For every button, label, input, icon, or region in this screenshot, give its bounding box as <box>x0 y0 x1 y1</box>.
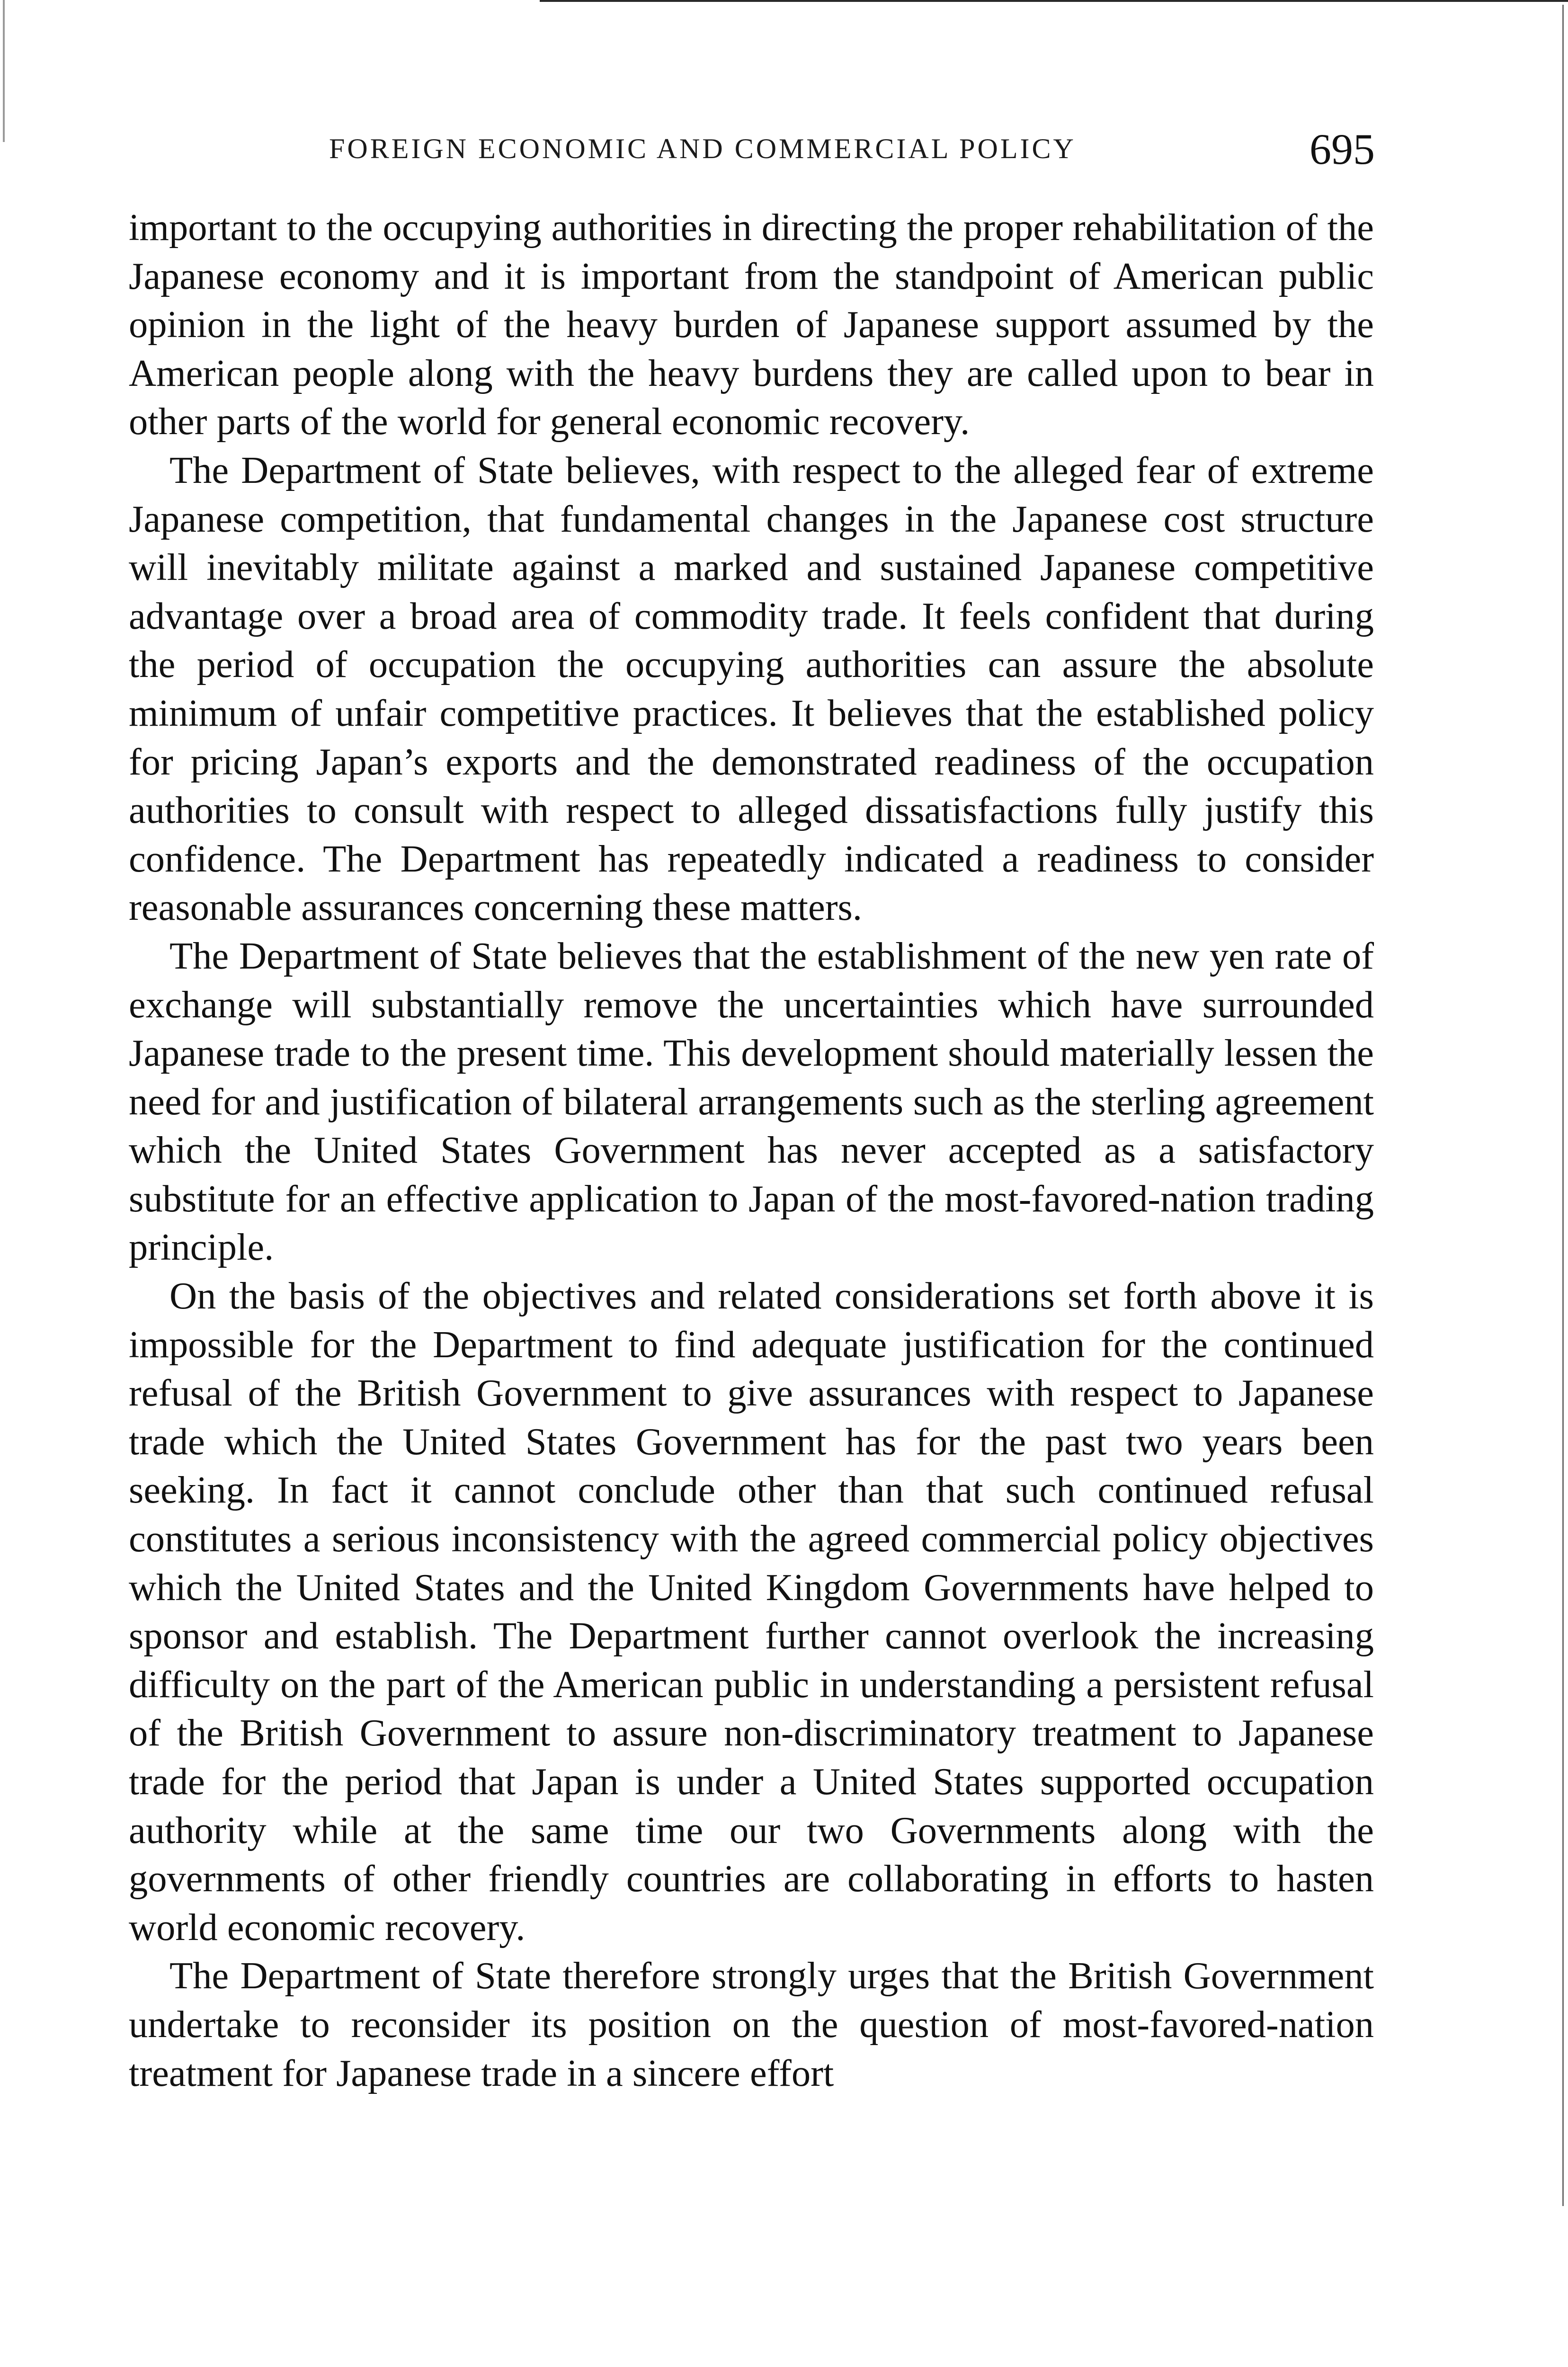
page-number: 695 <box>1310 125 1375 173</box>
body-text <box>129 204 1374 2098</box>
right-edge-rule <box>1562 5 1564 2206</box>
running-title: FOREIGN ECONOMIC AND COMMERCIAL POLICY <box>329 133 1076 164</box>
paragraph-yen-rate: The Department of State believes that the establishment of the new yen rate of exchange will substantially remove the uncertainties which have surrounded Japanese trade to the present time. This development should materially lessen the need for and justification of bilateral arrangements such as the sterling agreement which the United States Government has never accepted as a satisfactory substitute for an effective application to Japan of the most-favored-nation trading principle. <box>129 934 1374 1269</box>
paragraph-british-refusal: On the basis of the objectives and related considerations set forth above it is impossible for the Department to find adequate justification for the continued refusal of the British Government to give assurances with respect to Japanese trade which the United States Government has for the past two years been seeking. In fact it cannot conclude other than that such continued refusal constitutes a serious inconsistency with the agreed commercial policy objectives which the United States and the United Kingdom Governments have helped to sponsor and establish. The Department further cannot overlook the increasing difficulty on the part of the American public in understanding a persistent refusal of the British Government to assure non-discriminatory treatment to Japanese trade for the period that Japan is under a United States supported occupation authority while at the same time our two Governments along with the governments of other friendly countries are collaborating in efforts to hasten world economic recovery. <box>129 1275 1374 1949</box>
paragraph-continuation: important to the occupying authorities in directing the proper rehabilitation of the Japanese economy and it is important from the standpoint of American public opinion in the light of the heavy burden of Japanese support assumed by the American people along with the heavy burdens they are called upon to bear in other parts of the world for general economic recovery. <box>129 206 1374 443</box>
running-header <box>128 124 1378 171</box>
paragraph-urges-reconsider: The Department of State therefore strongly urges that the British Government undertake to reconsider its position on the question of most-favored-nation treatment for Japanese trade in a sincere effort <box>129 1955 1374 2094</box>
top-edge-rule <box>540 0 1568 2</box>
left-edge-shadow <box>3 0 5 142</box>
paragraph-competition: The Department of State believes, with respect to the alleged fear of extreme Japanese competition, that fundamental changes in the Japanese cost structure will inevitably militate against a marked and sustained Japanese competitive advantage over a broad area of commodity trade. It feels confident that during the period of occupation the occupying authorities can assure the absolute minimum of unfair competitive practices. It believes that the established policy for pricing Japan’s exports and the demonstrated readiness of the occupation authorities to consult with respect to alleged dissatisfactions fully justify this confidence. The Department has repeatedly indicated a readiness to consider reasonable assurances concerning these matters. <box>129 449 1374 929</box>
